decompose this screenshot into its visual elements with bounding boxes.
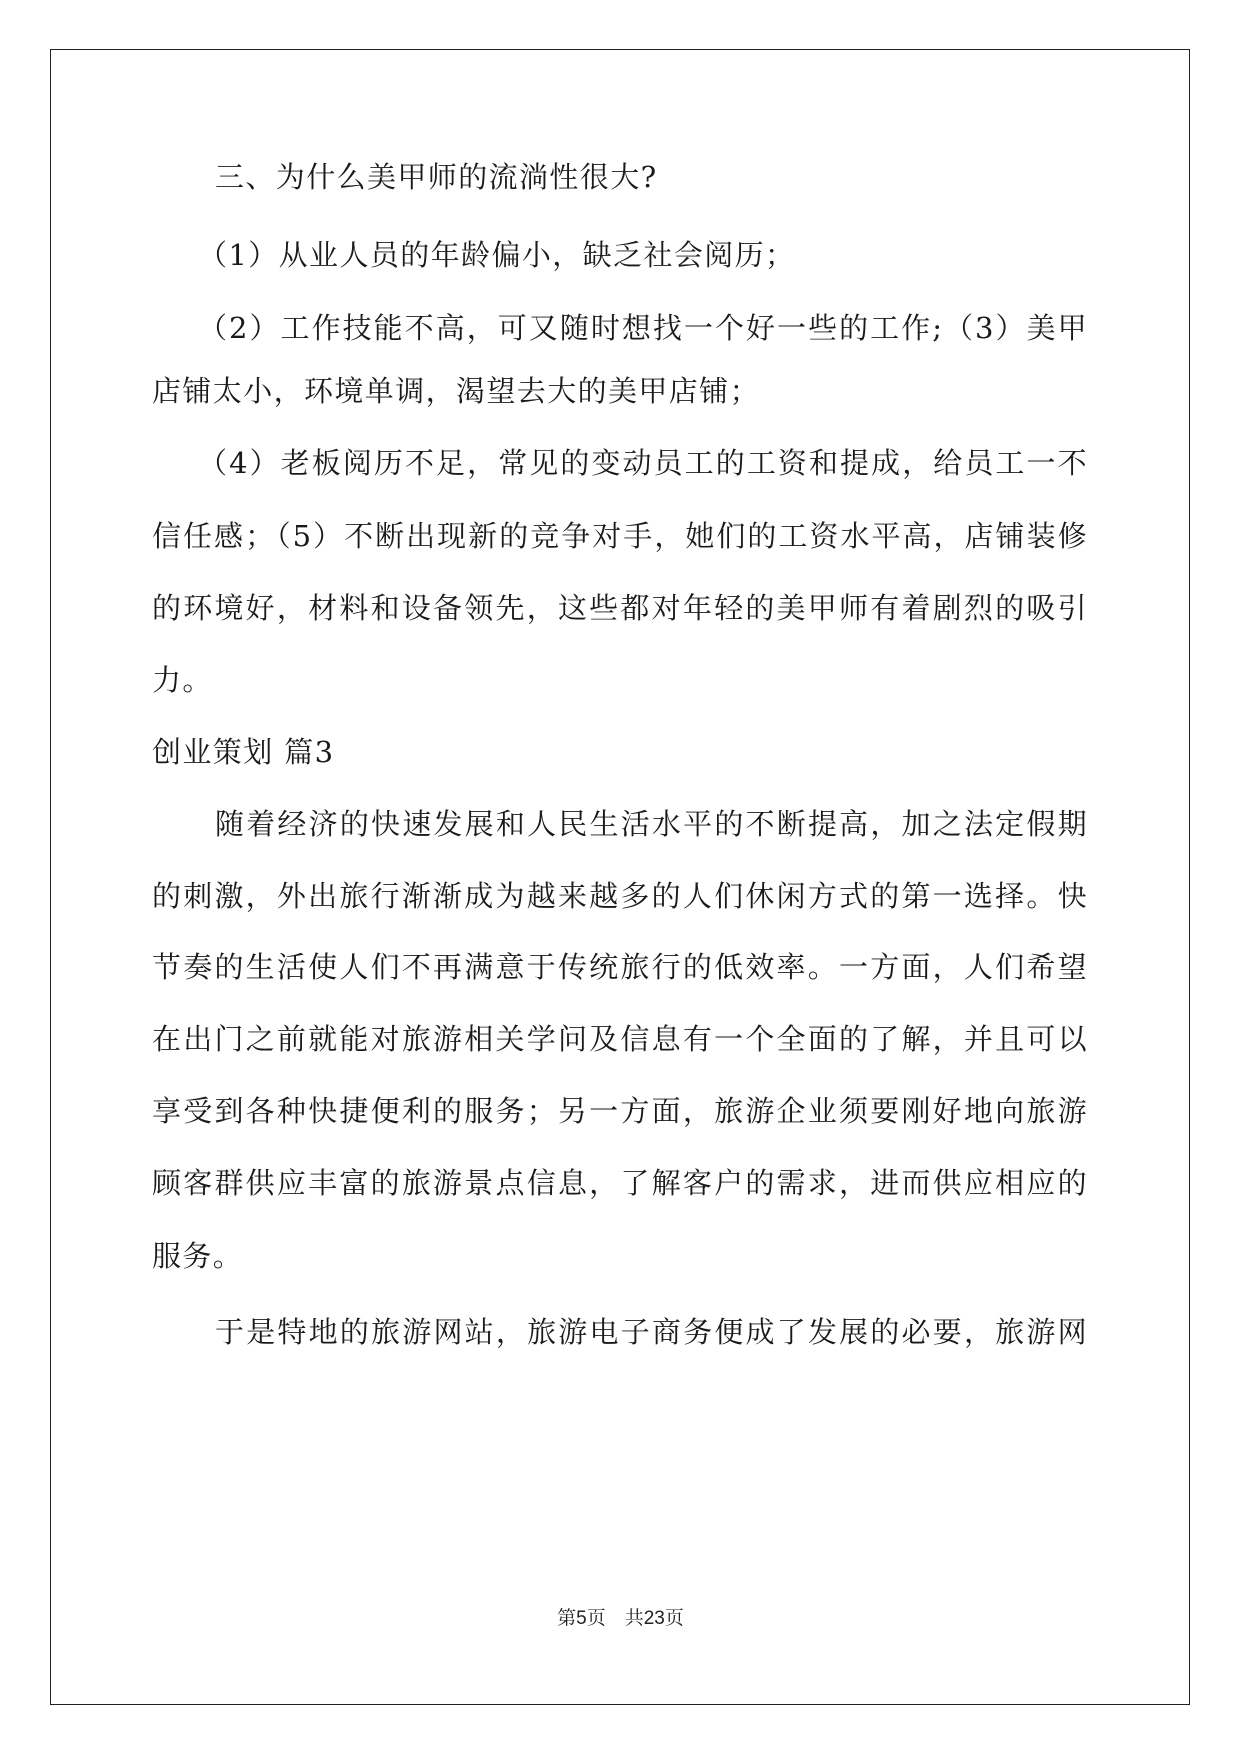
paragraph-line: 信任感；（5）不断出现新的竞争对手，她们的工资水平高，店铺装修 xyxy=(152,519,1088,553)
paragraph-line: （1）从业人员的年龄偏小，缺乏社会阅历； xyxy=(198,238,796,272)
paragraph-line: 顾客群供应丰富的旅游景点信息，了解客户的需求，进而供应相应的 xyxy=(152,1166,1088,1200)
paragraph-line: 节奏的生活使人们不再满意于传统旅行的低效率。一方面，人们希望 xyxy=(152,950,1088,984)
paragraph-line: 服务。 xyxy=(152,1239,244,1273)
paragraph-line: 的刺激，外出旅行渐渐成为越来越多的人们休闲方式的第一选择。快 xyxy=(152,879,1088,913)
section-heading: 三、为什么美甲师的流淌性很大? xyxy=(215,160,658,194)
paragraph-line: （2）工作技能不高，可又随时想找一个好一些的工作;（3）美甲 xyxy=(198,311,1088,345)
paragraph-line: 的环境好，材料和设备领先，这些都对年轻的美甲师有着剧烈的吸引 xyxy=(152,591,1088,625)
footer-suffix: 页 xyxy=(664,1607,684,1629)
paragraph-line: 力。 xyxy=(152,663,213,697)
total-page-number: 23 xyxy=(643,1608,665,1629)
paragraph-line: （4）老板阅历不足，常见的变动员工的工资和提成，给员工一不 xyxy=(198,446,1088,480)
current-page-number: 5 xyxy=(576,1608,587,1629)
page-footer xyxy=(0,1603,1241,1630)
paragraph-line: 在出门之前就能对旅游相关学问及信息有一个全面的了解，并且可以 xyxy=(152,1022,1088,1056)
section-title: 创业策划 篇3 xyxy=(152,735,335,769)
footer-prefix: 第 xyxy=(557,1607,577,1629)
paragraph-line: 于是特地的旅游网站，旅游电子商务便成了发展的必要，旅游网 xyxy=(215,1315,1088,1349)
paragraph-line: 享受到各种快捷便利的服务；另一方面，旅游企业须要刚好地向旅游 xyxy=(152,1094,1088,1128)
paragraph-line: 随着经济的快速发展和人民生活水平的不断提高，加之法定假期 xyxy=(215,807,1088,841)
footer-mid: 页 共 xyxy=(586,1607,644,1629)
paragraph-line: 店铺太小，环境单调，渴望去大的美甲店铺； xyxy=(152,374,761,408)
